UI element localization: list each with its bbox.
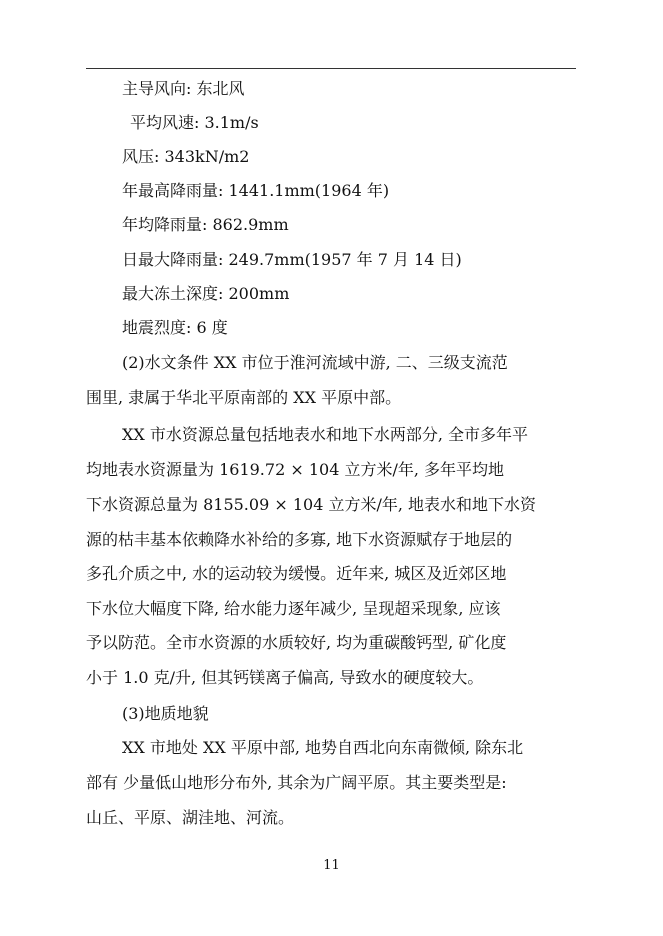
wind-speed-line: 平均风速: 3.1m/s	[130, 113, 259, 132]
hydrology-paragraph-line: 予以防范。全市水资源的水质较好, 均为重碳酸钙型, 矿化度	[86, 633, 507, 652]
hydrology-paragraph-line: 多孔介质之中, 水的运动较为缓慢。近年来, 城区及近郊区地	[86, 564, 507, 583]
hydrology-paragraph-line: 下水资源总量为 8155.09 × 104 立方米/年, 地表水和地下水资	[86, 495, 537, 514]
max-annual-rainfall-line: 年最高降雨量: 1441.1mm(1964 年)	[122, 181, 390, 200]
hydrology-paragraph-line: 均地表水资源量为 1619.72 × 104 立方米/年, 多年平均地	[86, 460, 505, 479]
max-daily-rainfall-line: 日最大降雨量: 249.7mm(1957 年 7 月 14 日)	[122, 250, 462, 269]
avg-annual-rainfall-line: 年均降雨量: 862.9mm	[122, 215, 289, 234]
geology-paragraph-line: 部有 少量低山地形分布外, 其余为广阔平原。其主要类型是:	[86, 773, 507, 792]
wind-pressure-line: 风压: 343kN/m2	[122, 147, 250, 166]
hydrology-paragraph-line: 下水位大幅度下降, 给水能力逐年减少, 呈现超采现象, 应该	[86, 599, 501, 618]
geology-heading: (3)地质地貌	[122, 704, 209, 723]
hydrology-paragraph-line: 小于 1.0 克/升, 但其钙镁离子偏高, 导致水的硬度较大。	[86, 668, 484, 687]
seismic-intensity-line: 地震烈度: 6 度	[122, 318, 228, 337]
max-frost-depth-line: 最大冻土深度: 200mm	[122, 284, 290, 303]
hydrology-paragraph-line: 源的枯丰基本依赖降水补给的多寡, 地下水资源赋存于地层的	[86, 530, 513, 549]
page-number: 11	[323, 858, 340, 873]
hydrology-heading-line: (2)水文条件 XX 市位于淮河流域中游, 二、三级支流范	[122, 353, 508, 372]
wind-direction-line: 主导风向: 东北风	[122, 79, 245, 98]
geology-paragraph-line: XX 市地处 XX 平原中部, 地势自西北向东南微倾, 除东北	[122, 738, 524, 757]
geology-paragraph-line: 山丘、平原、湖洼地、河流。	[86, 808, 295, 827]
hydrology-paragraph-line: XX 市水资源总量包括地表水和地下水两部分, 全市多年平	[122, 425, 529, 444]
hydrology-heading-line: 围里, 隶属于华北平原南部的 XX 平原中部。	[86, 388, 402, 407]
header-rule	[86, 68, 576, 69]
